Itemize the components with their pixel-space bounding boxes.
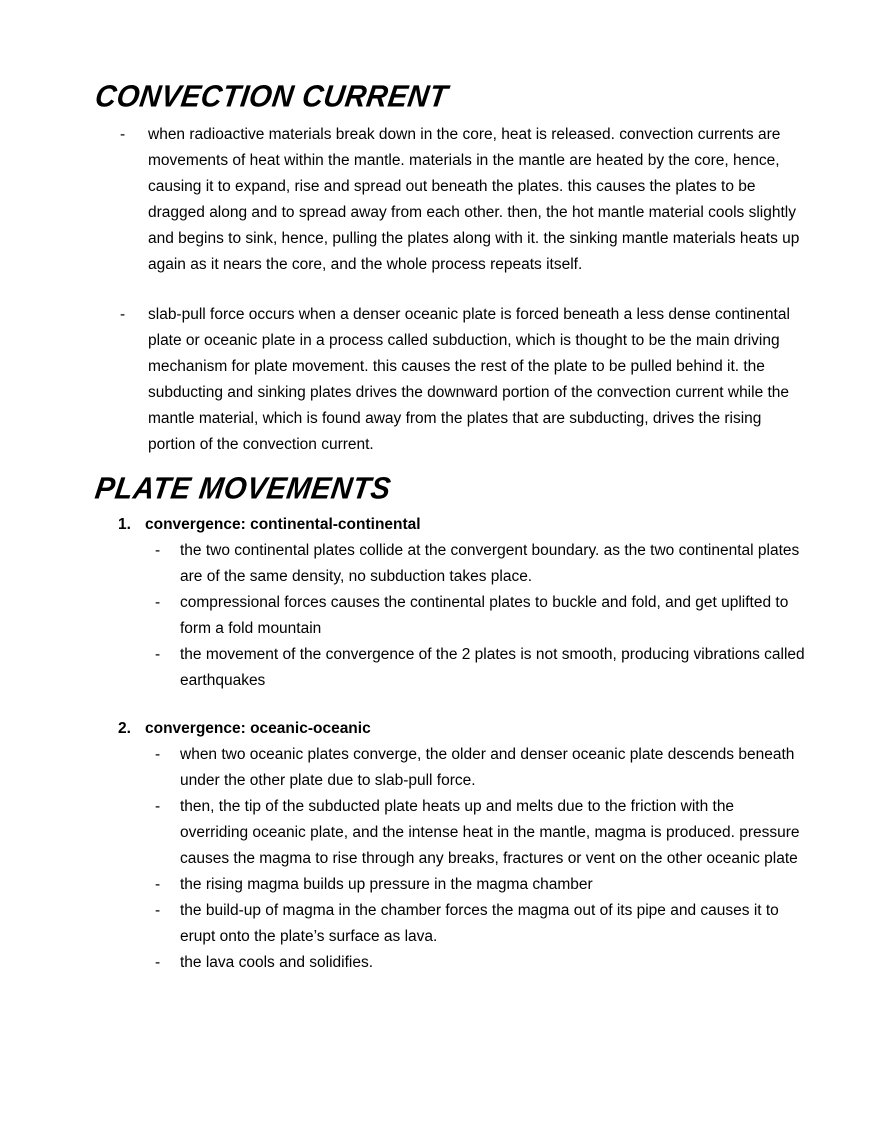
bullet-text: the movement of the convergence of the 2 plates is not smooth, producing vibrations called earthquakes	[180, 646, 805, 689]
bullet-item	[93, 122, 805, 278]
dash-bullet-marker: -	[155, 798, 161, 815]
bullet-text: the rising magma builds up pressure in the magma chamber	[180, 876, 593, 893]
dash-bullet-marker: -	[155, 646, 161, 663]
item-title: convergence: oceanic-oceanic	[145, 720, 371, 737]
bullet-text: the lava cools and solidifies.	[180, 954, 374, 971]
bullet-item	[93, 742, 805, 794]
bullet-text: the build-up of magma in the chamber forces the magma out of its pipe and causes it to erupt onto the plate’s surface as lava.	[180, 902, 779, 945]
convection-current-bullet-list	[93, 122, 805, 458]
dash-bullet-marker: -	[155, 746, 161, 763]
item-number: 2.	[118, 720, 131, 737]
item-number: 1.	[118, 516, 131, 533]
dash-bullet-marker: -	[120, 306, 126, 323]
bullet-item	[93, 950, 805, 976]
heading-plate-movements-text: PLATE MOVEMENTS	[93, 472, 394, 506]
bullet-item	[93, 642, 805, 694]
bullet-text: then, the tip of the subducted plate heats up and melts due to the friction with the overriding oceanic plate, and the intense heat in the mantle, magma is produced. pressure causes the magma to rise through any breaks, fractures or vent on the other oceanic plate	[180, 798, 800, 867]
numbered-item-1-heading	[93, 512, 805, 538]
bullet-item	[93, 898, 805, 950]
heading-convection-current	[93, 82, 805, 114]
bullet-item	[93, 302, 805, 458]
bullet-text: compressional forces causes the continental plates to buckle and fold, and get uplifted to form a fold mountain	[180, 594, 789, 637]
bullet-text: when radioactive materials break down in the core, heat is released. convection currents are movements of heat within the mantle. materials in the mantle are heated by the core, hence, causing it to expand, rise and spread out beneath the plates. this causes the plates to be dragged along and to spread away from each other. then, the hot mantle material cools slightly and begins to sink, hence, pulling the plates along with it. the sinking mantle materials heats up again as it nears the core, and the whole process repeats itself.	[148, 126, 800, 273]
bullet-item	[93, 872, 805, 898]
bullet-item	[93, 538, 805, 590]
bullet-text: when two oceanic plates converge, the older and denser oceanic plate descends beneath under the other plate due to slab-pull force.	[180, 746, 795, 789]
bullet-item	[93, 590, 805, 642]
dash-bullet-marker: -	[155, 876, 161, 893]
dash-bullet-marker: -	[155, 594, 161, 611]
heading-convection-current-text: CONVECTION CURRENT	[93, 80, 450, 114]
numbered-item-1	[93, 512, 805, 694]
dash-bullet-marker: -	[155, 954, 161, 971]
heading-plate-movements	[93, 474, 805, 506]
numbered-item-2	[93, 716, 805, 976]
bullet-text: the two continental plates collide at the convergent boundary. as the two continental plates are of the same density, no subduction takes place.	[180, 542, 800, 585]
dash-bullet-marker: -	[155, 902, 161, 919]
numbered-item-1-bullet-list	[93, 538, 805, 694]
bullet-item	[93, 794, 805, 872]
numbered-item-2-heading	[93, 716, 805, 742]
numbered-item-2-bullet-list	[93, 742, 805, 976]
item-title: convergence: continental-continental	[145, 516, 421, 533]
plate-movements-list	[93, 512, 805, 976]
bullet-text: slab-pull force occurs when a denser oceanic plate is forced beneath a less dense continental plate or oceanic plate in a process called subduction, which is thought to be the main driving mechanism for plate movement. this causes the rest of the plate to be pulled behind it. the subducting and sinking plates drives the downward portion of the convection current while the mantle material, which is found away from the plates that are subducting, drives the rising portion of the convection current.	[148, 306, 790, 453]
dash-bullet-marker: -	[120, 126, 126, 143]
dash-bullet-marker: -	[155, 542, 161, 559]
